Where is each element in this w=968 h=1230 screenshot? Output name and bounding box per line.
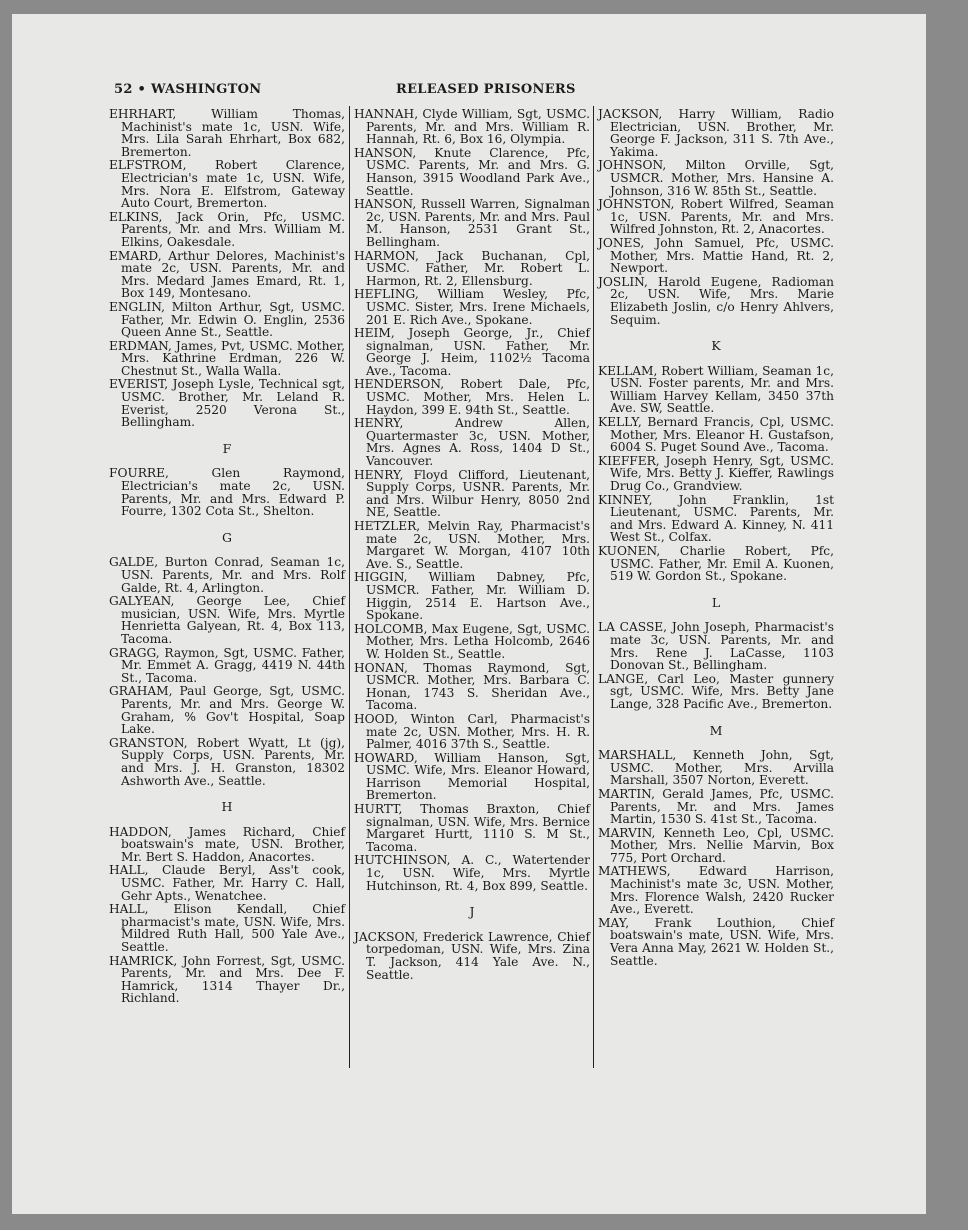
prisoner-entry: ELKINS, Jack Orin, Pfc, USMC. Parents, Mr. and Mrs. William M. Elkins, Oakesdale. — [109, 209, 345, 249]
prisoner-entry: HUTCHINSON, A. C., Watertender 1c, USN. Wife, Mrs. Myrtle Hutchinson, Rt. 4, Box 899, Seattle. — [354, 853, 590, 893]
prisoner-entry: MARSHALL, Kenneth John, Sgt, USMC. Mother, Mrs. Arvilla Marshall, 3507 Norton, Everett. — [598, 748, 834, 788]
prisoner-entry: ELFSTROM, Robert Clarence, Electrician's mate 1c, USN. Wife, Mrs. Nora E. Elfstrom, Gateway Auto Court, Bremerton. — [109, 158, 345, 211]
entry-group-f — [109, 467, 345, 517]
prisoner-entry: JONES, John Samuel, Pfc, USMC. Mother, Mrs. Mattie Hand, Rt. 2, Newport. — [598, 235, 834, 276]
section-letter-k: K — [711, 338, 721, 354]
entry-group-h — [109, 826, 345, 1005]
prisoner-entry: GRANSTON, Robert Wyatt, Lt (jg), Supply Corps, USN. Parents, Mr. and Mrs. J. H. Granston, 18302 Ashworth Ave., Seattle. — [109, 735, 345, 788]
entry-group-m — [598, 749, 834, 967]
section-letter-f: F — [222, 440, 232, 456]
entry-group-e — [109, 108, 345, 429]
prisoner-entry: ERDMAN, James, Pvt, USMC. Mother, Mrs. Kathrine Erdman, 226 W. Chestnut St., Walla Walla. — [109, 338, 345, 378]
column-left — [109, 108, 345, 1006]
prisoner-entry: LA CASSE, John Joseph, Pharmacist's mate 3c, USN. Parents, Mr. and Mrs. Rene J. LaCasse, 1103 Donovan St., Bellingham. — [598, 620, 834, 673]
prisoner-entry: LANGE, Carl Leo, Master gunnery sgt, USMC. Wife, Mrs. Betty Jane Lange, 328 Pacific Ave., Bremerton. — [598, 671, 834, 711]
prisoner-entry: KINNEY, John Franklin, 1st Lieutenant, USMC. Parents, Mr. and Mrs. Edward A. Kinney, N. 411 West St., Colfax. — [598, 492, 834, 545]
section-letter-h: H — [221, 799, 233, 815]
prisoner-entry: HADDON, James Richard, Chief boatswain's mate, USN. Brother, Mr. Bert S. Haddon, Anacortes. — [109, 824, 345, 864]
page-title: RELEASED PRISONERS — [396, 82, 576, 97]
prisoner-entry: HENRY, Andrew Allen, Quartermaster 3c, USN. Mother, Mrs. Agnes A. Ross, 1404 D St., Vancouver. — [354, 416, 590, 469]
prisoner-entry: HANNAH, Clyde William, Sgt, USMC. Parents, Mr. and Mrs. William R. Hannah, Rt. 6, Box 16, Olympia. — [354, 107, 590, 147]
prisoner-entry: FOURRE, Glen Raymond, Electrician's mate 2c, USN. Parents, Mr. and Mrs. Edward P. Fourre, 1302 Cota St., Shelton. — [109, 466, 345, 519]
prisoner-entry: HANSON, Russell Warren, Signalman 2c, USN. Parents, Mr. and Mrs. Paul M. Hanson, 2531 Grant St., Bellingham. — [354, 197, 590, 249]
prisoner-entry: GALYEAN, George Lee, Chief musician, USN. Wife, Mrs. Myrtle Henrietta Galyean, Rt. 4, Box 113, Tacoma. — [109, 594, 345, 646]
prisoner-entry: GALDE, Burton Conrad, Seaman 1c, USN. Parents, Mr. and Mrs. Rolf Galde, Rt. 4, Arlington. — [109, 555, 345, 595]
section-letter-g: G — [222, 529, 232, 545]
prisoner-entry: MARTIN, Gerald James, Pfc, USMC. Parents, Mr. and Mrs. James Martin, 1530 S. 41st St., Tacoma. — [598, 786, 834, 827]
entry-group-l — [598, 621, 834, 710]
prisoner-entry: JOHNSON, Milton Orville, Sgt, USMCR. Mother, Mrs. Hansine A. Johnson, 316 W. 85th St., Seattle. — [598, 158, 834, 198]
column-divider — [593, 106, 594, 1068]
prisoner-entry: GRAHAM, Paul George, Sgt, USMC. Parents, Mr. and Mrs. George W. Graham, % Gov't Hospital, Soap Lake. — [109, 684, 345, 737]
column-right — [598, 108, 834, 968]
prisoner-entry: HARMON, Jack Buchanan, Cpl, USMC. Father, Mr. Robert L. Harmon, Rt. 2, Ellensburg. — [354, 248, 590, 288]
prisoner-entry: EVERIST, Joseph Lysle, Technical sgt, USMC. Brother, Mr. Leland R. Everist, 2520 Verona St., Bellingham. — [109, 377, 345, 430]
prisoner-entry: GRAGG, Raymon, Sgt, USMC. Father, Mr. Emmet A. Gragg, 4419 N. 44th St., Tacoma. — [109, 645, 345, 685]
prisoner-entry: KELLY, Bernard Francis, Cpl, USMC. Mother, Mrs. Eleanor H. Gustafson, 6004 S. Puget Sound Ave., Tacoma. — [598, 415, 834, 455]
entry-group-g — [109, 556, 345, 787]
section-letter-j: J — [469, 904, 475, 920]
prisoner-entry: HALL, Claude Beryl, Ass't cook, USMC. Father, Mr. Harry C. Hall, Gehr Apts., Wenatchee. — [109, 863, 345, 903]
page-number-and-state: 52 • WASHINGTON — [114, 82, 262, 97]
prisoner-entry: MARVIN, Kenneth Leo, Cpl, USMC. Mother, Mrs. Nellie Marvin, Box 775, Port Orchard. — [598, 825, 834, 865]
prisoner-entry: HAMRICK, John Forrest, Sgt, USMC. Parents, Mr. and Mrs. Dee F. Hamrick, 1314 Thayer Dr., Richland. — [109, 953, 345, 1006]
entry-group-j — [354, 931, 590, 981]
section-letter-m: M — [709, 722, 723, 738]
prisoner-entry: EMARD, Arthur Delores, Machinist's mate 2c, USN. Parents, Mr. and Mrs. Medard James Emard, Rt. 1, Box 149, Montesano. — [109, 248, 345, 301]
prisoner-entry: KUONEN, Charlie Robert, Pfc, USMC. Father, Mr. Emil A. Kuonen, 519 W. Gordon St., Spokane. — [598, 544, 834, 584]
prisoner-entry: HALL, Elison Kendall, Chief pharmacist's mate, USN. Wife, Mrs. Mildred Ruth Hall, 500 Yale Ave., Seattle. — [109, 902, 345, 955]
prisoner-entry: KIEFFER, Joseph Henry, Sgt, USMC. Wife, Mrs. Betty J. Kieffer, Rawlings Drug Co., Grandview. — [598, 453, 834, 494]
prisoner-entry: ENGLIN, Milton Arthur, Sgt, USMC. Father, Mr. Edwin O. Englin, 2536 Queen Anne St., Seattle. — [109, 299, 345, 340]
entry-group-k — [598, 365, 834, 583]
prisoner-entry: KELLAM, Robert William, Seaman 1c, USN. Foster parents, Mr. and Mrs. William Harvey Kellam, 3450 37th Ave. SW, Seattle. — [598, 363, 834, 416]
prisoner-entry: HENRY, Floyd Clifford, Lieutenant, Supply Corps, USNR. Parents, Mr. and Mrs. Wilbur Henry, 8050 2nd NE, Seattle. — [354, 467, 590, 520]
prisoner-entry: JOHNSTON, Robert Wilfred, Seaman 1c, USN. Parents, Mr. and Mrs. Wilfred Johnston, Rt. 2, Anacortes. — [598, 197, 834, 237]
prisoner-entry: HETZLER, Melvin Ray, Pharmacist's mate 2c, USN. Mother, Mrs. Margaret W. Morgan, 4107 10th Ave. S., Seattle. — [354, 519, 590, 571]
prisoner-entry: JOSLIN, Harold Eugene, Radioman 2c, USN. Wife, Mrs. Marie Elizabeth Joslin, c/o Henry Ahlvers, Sequim. — [598, 274, 834, 327]
entry-group-j-continued — [598, 108, 834, 326]
prisoner-entry: JACKSON, Harry William, Radio Electrician, USN. Brother, Mr. George F. Jackson, 311 S. 7th Ave., Yakima. — [598, 107, 834, 159]
prisoner-entry: HOLCOMB, Max Eugene, Sgt, USMC. Mother, Mrs. Letha Holcomb, 2646 W. Holden St., Seattle. — [354, 621, 590, 661]
prisoner-entry: JACKSON, Frederick Lawrence, Chief torpedoman, USN. Wife, Mrs. Zina T. Jackson, 414 Yale Ave. N., Seattle. — [354, 929, 590, 982]
prisoner-entry: HOWARD, William Hanson, Sgt, USMC. Wife, Mrs. Eleanor Howard, Harrison Memorial Hospital, Bremerton. — [354, 750, 590, 803]
prisoner-entry: HOOD, Winton Carl, Pharmacist's mate 2c, USN. Mother, Mrs. H. R. Palmer, 4016 37th S., Seattle. — [354, 711, 590, 752]
prisoner-entry: EHRHART, William Thomas, Machinist's mate 1c, USN. Wife, Mrs. Lila Sarah Ehrhart, Box 682, Bremerton. — [109, 107, 345, 159]
column-middle — [354, 108, 590, 982]
prisoner-entry: HEFLING, William Wesley, Pfc, USMC. Sister, Mrs. Irene Michaels, 201 E. Rich Ave., Spokane. — [354, 287, 590, 327]
prisoner-entry: HIGGIN, William Dabney, Pfc, USMCR. Father, Mr. William D. Higgin, 2514 E. Hartson Ave., Spokane. — [354, 570, 590, 623]
prisoner-entry: MAY, Frank Louthion, Chief boatswain's mate, USN. Wife, Mrs. Vera Anna May, 2621 W. Holden St., Seattle. — [598, 915, 834, 968]
column-divider — [349, 106, 350, 1068]
prisoner-entry: HEIM, Joseph George, Jr., Chief signalman, USN. Father, Mr. George J. Heim, 1102½ Tacoma Ave., Tacoma. — [354, 326, 590, 378]
prisoner-entry: MATHEWS, Edward Harrison, Machinist's mate 3c, USN. Mother, Mrs. Florence Walsh, 2420 Rucker Ave., Everett. — [598, 864, 834, 917]
section-letter-l: L — [711, 594, 721, 610]
prisoner-entry: HANSON, Knute Clarence, Pfc, USMC. Parents, Mr. and Mrs. G. Hanson, 3915 Woodland Park Ave., Seattle. — [354, 145, 590, 198]
document-page — [12, 14, 926, 1214]
prisoner-entry: HURTT, Thomas Braxton, Chief signalman, USN. Wife, Mrs. Bernice Margaret Hurtt, 1110 S. M St., Tacoma. — [354, 802, 590, 854]
entry-group-h-continued — [354, 108, 590, 892]
prisoner-entry: HONAN, Thomas Raymond, Sgt, USMCR. Mother, Mrs. Barbara C. Honan, 1743 S. Sheridan Ave., Tacoma. — [354, 660, 590, 713]
prisoner-entry: HENDERSON, Robert Dale, Pfc, USMC. Mother, Mrs. Helen L. Haydon, 399 E. 94th St., Seattle. — [354, 377, 590, 417]
